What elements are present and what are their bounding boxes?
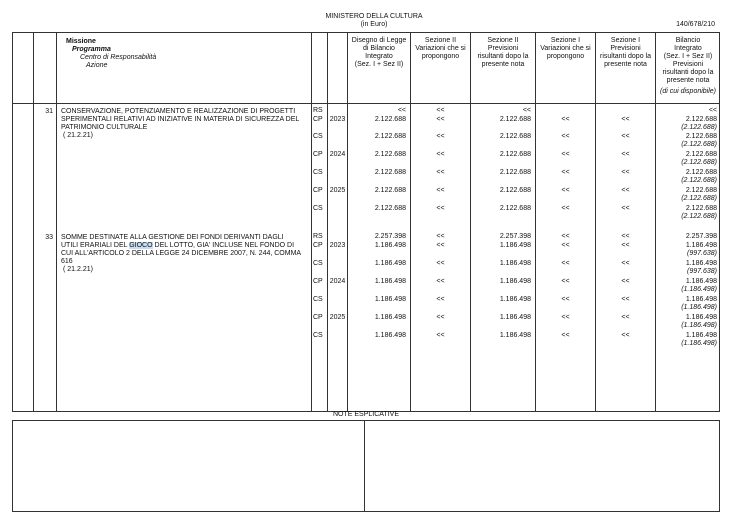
cell-sez1-variazioni: <<: [561, 242, 570, 249]
cell-sez1-variazioni: <<: [561, 233, 570, 240]
cell-sez2-previsioni: 1.186.498: [499, 242, 531, 249]
highlighted-word[interactable]: GIOCO: [129, 242, 153, 249]
cell-disegno: 1.186.498: [374, 296, 406, 303]
cell-disegno: 2.122.688: [374, 205, 406, 212]
col-divider: [347, 32, 348, 412]
cell-sez1-previsioni: <<: [621, 296, 630, 303]
cell-sez2-variazioni: <<: [436, 205, 445, 212]
chapter-33-description: SOMME DESTINATE ALLA GESTIONE DEI FONDI DERIVANTI DAGLI UTILI ERARIALI DEL GIOCO DEL LOTTO, GIA' INCLUSE NEL FONDO DI CUI ALL'ARTICOLO 2 DELLA LEGGE 24 DICEMBRE 2007, N. 244, COMMA 616 ( 21.2.21): [61, 234, 302, 273]
cell-sez1-variazioni: <<: [561, 169, 570, 176]
notes-box: [12, 420, 720, 512]
cell-bilancio-disponibile: (2.122.688): [681, 213, 717, 220]
cell-bilancio: 1.186.498: [685, 278, 717, 285]
row-type: CP: [313, 116, 323, 123]
cell-sez1-variazioni: <<: [561, 332, 570, 339]
cell-sez1-variazioni: <<: [561, 205, 570, 212]
cell-disegno: 2.122.688: [374, 116, 406, 123]
row-year: 2023: [329, 116, 346, 123]
cell-sez2-variazioni: <<: [436, 107, 445, 114]
cell-disegno: 2.122.688: [374, 151, 406, 158]
cell-bilancio-disponibile: (1.186.498): [681, 322, 717, 329]
cell-sez2-variazioni: <<: [436, 233, 445, 240]
cell-sez2-variazioni: <<: [436, 332, 445, 339]
cell-sez2-previsioni: 2.122.688: [499, 187, 531, 194]
cell-sez2-previsioni: 2.257.398: [499, 233, 531, 240]
cell-sez1-previsioni: <<: [621, 260, 630, 267]
cell-disegno: 2.122.688: [374, 169, 406, 176]
row-type: CP: [313, 314, 323, 321]
col-divider: [535, 32, 536, 412]
cell-sez2-variazioni: <<: [436, 169, 445, 176]
header-separator: [12, 103, 720, 104]
cell-disegno: 1.186.498: [374, 314, 406, 321]
cell-sez2-variazioni: <<: [436, 242, 445, 249]
row-type: CS: [313, 260, 323, 267]
col-header-sez1-previsioni: Sezione I Previsioni risultanti dopo la presente nota: [600, 37, 651, 68]
cell-bilancio-disponibile: (2.122.688): [681, 195, 717, 202]
cell-sez1-previsioni: <<: [621, 278, 630, 285]
cell-bilancio: 1.186.498: [685, 242, 717, 249]
cell-sez2-previsioni: 1.186.498: [499, 296, 531, 303]
cell-sez2-previsioni: 1.186.498: [499, 278, 531, 285]
cell-sez1-previsioni: <<: [621, 116, 630, 123]
cell-bilancio: <<: [708, 107, 717, 114]
cell-sez1-variazioni: <<: [561, 260, 570, 267]
col-divider: [595, 32, 596, 412]
col-divider: [410, 32, 411, 412]
row-type: RS: [313, 233, 323, 240]
cell-bilancio-disponibile: (2.122.688): [681, 124, 717, 131]
cell-sez2-previsioni: <<: [522, 107, 531, 114]
cell-sez2-previsioni: 2.122.688: [499, 151, 531, 158]
row-type: CP: [313, 278, 323, 285]
cell-sez1-variazioni: <<: [561, 278, 570, 285]
cell-sez2-variazioni: <<: [436, 260, 445, 267]
cell-sez2-previsioni: 1.186.498: [499, 332, 531, 339]
cell-disegno: 1.186.498: [374, 278, 406, 285]
cell-bilancio: 2.122.688: [685, 169, 717, 176]
cell-disegno: 2.122.688: [374, 133, 406, 140]
cell-sez2-previsioni: 2.122.688: [499, 133, 531, 140]
cell-bilancio-disponibile: (2.122.688): [681, 141, 717, 148]
cell-bilancio: 1.186.498: [685, 296, 717, 303]
cell-sez2-variazioni: <<: [436, 278, 445, 285]
cell-sez2-variazioni: <<: [436, 314, 445, 321]
cell-bilancio-disponibile: (1.186.498): [681, 286, 717, 293]
row-year: 2025: [329, 314, 346, 321]
notes-divider: [364, 420, 365, 512]
cell-sez2-variazioni: <<: [436, 187, 445, 194]
row-year: 2025: [329, 187, 346, 194]
cell-bilancio-disponibile: (2.122.688): [681, 177, 717, 184]
row-type: CS: [313, 205, 323, 212]
col-header-disegno: Disegno di Legge di Bilancio Integrato (Sez. I + Sez II): [351, 37, 407, 68]
cell-sez1-previsioni: <<: [621, 233, 630, 240]
cell-bilancio: 2.122.688: [685, 205, 717, 212]
cell-bilancio: 1.186.498: [685, 314, 717, 321]
col-divider: [33, 32, 34, 412]
row-year: 2024: [329, 151, 346, 158]
header-centro: Centro di Responsabilità: [80, 54, 157, 61]
unit-label: (in Euro): [360, 21, 388, 28]
row-year: 2024: [329, 278, 346, 285]
cell-sez2-previsioni: 1.186.498: [499, 314, 531, 321]
col-divider: [56, 32, 57, 412]
main-table: [12, 32, 720, 412]
cell-disegno: 2.122.688: [374, 187, 406, 194]
chapter-31-description: CONSERVAZIONE, POTENZIAMENTO E REALIZZAZIONE DI PROGETTI SPERIMENTALI RELATIVI AD INIZIATIVE IN MATERIA DI SICUREZZA DEL PATRIMONIO CULTURALE ( 21.2.21): [61, 108, 300, 139]
cell-sez1-previsioni: <<: [621, 205, 630, 212]
cell-bilancio: 2.122.688: [685, 116, 717, 123]
cell-sez2-variazioni: <<: [436, 116, 445, 123]
cell-sez2-variazioni: <<: [436, 151, 445, 158]
row-year: 2023: [329, 242, 346, 249]
cell-sez1-previsioni: <<: [621, 332, 630, 339]
row-type: CP: [313, 187, 323, 194]
row-type: CP: [313, 242, 323, 249]
cell-disegno: <<: [397, 107, 406, 114]
cell-bilancio-disponibile: (997.638): [687, 268, 717, 275]
cell-bilancio: 1.186.498: [685, 260, 717, 267]
chapter-33-number: 33: [45, 234, 53, 241]
notes-title: NOTE ESPLICATIVE: [333, 411, 399, 418]
col-header-sez2-previsioni: Sezione II Previsioni risultanti dopo la presente nota: [477, 37, 529, 68]
cell-sez2-previsioni: 2.122.688: [499, 116, 531, 123]
cell-bilancio-disponibile: (1.186.498): [681, 340, 717, 347]
cell-bilancio: 2.257.398: [685, 233, 717, 240]
cell-disegno: 1.186.498: [374, 260, 406, 267]
header-programma: Programma: [72, 46, 111, 53]
row-type: CS: [313, 296, 323, 303]
cell-sez2-variazioni: <<: [436, 296, 445, 303]
cell-disegno: 1.186.498: [374, 242, 406, 249]
col-divider: [327, 32, 328, 412]
cell-sez1-variazioni: <<: [561, 296, 570, 303]
cell-sez2-variazioni: <<: [436, 133, 445, 140]
cell-bilancio: 1.186.498: [685, 332, 717, 339]
cell-sez1-variazioni: <<: [561, 133, 570, 140]
cell-sez1-previsioni: <<: [621, 314, 630, 321]
cell-sez1-previsioni: <<: [621, 242, 630, 249]
col-divider: [470, 32, 471, 412]
col-header-bilancio: Bilancio Integrato (Sez. I + Sez II) Previsioni risultanti dopo la presente nota (di cui disponibile): [659, 37, 717, 95]
header-azione: Azione: [86, 62, 108, 69]
col-header-sez1-variazioni: Sezione I Variazioni che si propongono: [540, 37, 591, 60]
cell-sez1-variazioni: <<: [561, 187, 570, 194]
col-divider: [311, 32, 312, 412]
cell-bilancio: 2.122.688: [685, 133, 717, 140]
row-type: CS: [313, 169, 323, 176]
cell-bilancio-disponibile: (2.122.688): [681, 159, 717, 166]
cell-sez1-variazioni: <<: [561, 116, 570, 123]
ministry-title: MINISTERO DELLA CULTURA: [325, 13, 423, 20]
row-type: CS: [313, 133, 323, 140]
cell-sez1-previsioni: <<: [621, 187, 630, 194]
cell-sez2-previsioni: 2.122.688: [499, 169, 531, 176]
page-reference: 140/678/210: [676, 21, 715, 28]
cell-sez2-previsioni: 1.186.498: [499, 260, 531, 267]
cell-bilancio-disponibile: (1.186.498): [681, 304, 717, 311]
row-type: RS: [313, 107, 323, 114]
col-header-sez2-variazioni: Sezione II Variazioni che si propongono: [415, 37, 466, 60]
chapter-31-number: 31: [45, 108, 53, 115]
cell-sez1-previsioni: <<: [621, 169, 630, 176]
row-type: CP: [313, 151, 323, 158]
cell-sez1-previsioni: <<: [621, 151, 630, 158]
cell-bilancio: 2.122.688: [685, 187, 717, 194]
header-missione: Missione: [66, 38, 96, 45]
cell-bilancio-disponibile: (997.638): [687, 250, 717, 257]
cell-disegno: 2.257.398: [374, 233, 406, 240]
row-type: CS: [313, 332, 323, 339]
cell-sez1-previsioni: <<: [621, 133, 630, 140]
cell-sez2-previsioni: 2.122.688: [499, 205, 531, 212]
cell-sez1-variazioni: <<: [561, 151, 570, 158]
cell-bilancio: 2.122.688: [685, 151, 717, 158]
cell-sez1-variazioni: <<: [561, 314, 570, 321]
cell-disegno: 1.186.498: [374, 332, 406, 339]
